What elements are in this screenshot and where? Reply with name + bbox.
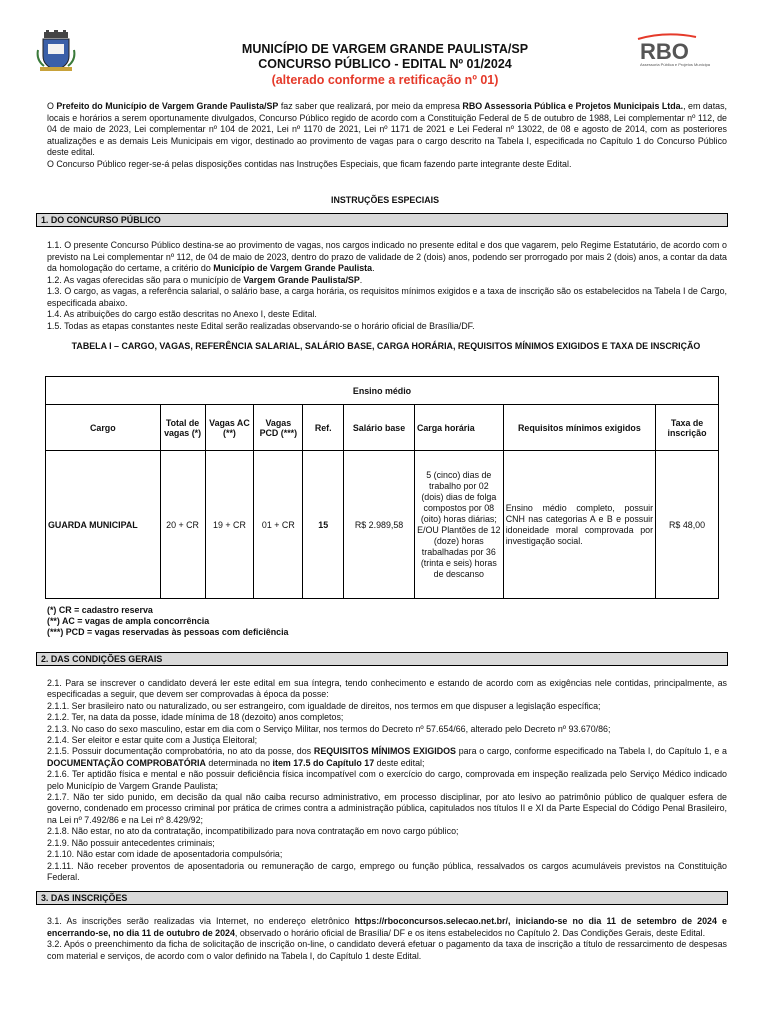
table-1-title: TABELA I – CARGO, VAGAS, REFERÊNCIA SALARIAL, SALÁRIO BASE, CARGA HORÁRIA, REQUISITOS MÍNIMOS EXIGIDOS E TAXA DE INSCRIÇÃO	[71, 341, 701, 351]
section-1-title: 1. DO CONCURSO PÚBLICO	[36, 213, 728, 227]
col-total: Total de vagas (*)	[160, 405, 205, 451]
header-rectification: (alterado conforme a retificação nº 01)	[271, 73, 499, 87]
col-cargo: Cargo	[46, 405, 161, 451]
note-ac: (**) AC = vagas de ampla concorrência	[47, 616, 210, 626]
header-municipality: MUNICÍPIO DE VARGEM GRANDE PAULISTA/SP	[241, 42, 529, 56]
section-3-body: 3.1. As inscrições serão realizadas via Internet, no endereço eletrônico https://rboconcursos.selecao.net.br/, iniciando-se no dia 11 de setembro de 2024 e encerrando-se, no dia 11 de outubro de 2024, observado o horário oficial de Brasília/ DF e os itens estabelecidos no Capítulo 2. Das Condições Gerais, deste Edital. 3.2. Após o preenchimento da ficha de solicitação de inscrição on-line, o candidato deverá efetuar o pagamento da taxa de inscrição a título de ressarcimento de despesas com material e serviços, de acordo com o valor definido na Tabela I, do Capítulo 1 deste Edital.	[47, 916, 727, 961]
cell-carga: 5 (cinco) dias de trabalho por 02 (dois) dias de folga compostos por 08 (oito) horas diárias; E/OU Plantões de 12 (doze) horas trabalhadas por 36 (trinta e seis) horas de descanso	[414, 451, 503, 599]
col-salario: Salário base	[344, 405, 415, 451]
intro-paragraph: O Prefeito do Município de Vargem Grande Paulista/SP faz saber que realizará, por meio da empresa RBO Assessoria Pública e Projetos Municipais Ltda., em datas, locais e horários a serem oportunamente divulgados, Concurso Público regido de acordo com a Constituição Federal de 5 de outubro de 1988, Lei complementar nº 112, de 04 de maio de 2023, Lei complementar nº 104 de 2021, Lei nº 1170 de 2021, Lei nº 1171 de 2021 e Lei Federal nº 13022, de 08 e agosto de 2014, com as posteriores atualizações e as demais Leis Municipais em vigor, destinado ao provimento de vagas para o cargo descrito na Tabela I, especificada no Capítulo 1 do Concurso Público deste edital. O Concurso Público reger-se-á pelas disposições contidas nas Instruções Especiais, que ficam fazendo parte integrante deste Edital.	[47, 101, 727, 169]
instrucoes-title: INSTRUÇÕES ESPECIAIS	[331, 195, 439, 205]
table-row	[46, 451, 719, 599]
svg-text:RBO: RBO	[640, 39, 689, 64]
cell-salario: R$ 2.989,58	[344, 451, 415, 599]
cell-ac: 19 + CR	[205, 451, 254, 599]
col-ref: Ref.	[303, 405, 344, 451]
col-requisitos: Requisitos mínimos exigidos	[503, 405, 655, 451]
note-cr: (*) CR = cadastro reserva	[47, 605, 153, 615]
col-ac: Vagas AC (**)	[205, 405, 254, 451]
col-carga: Carga horária	[414, 405, 503, 451]
cell-requisitos: Ensino médio completo, possuir CNH nas categorias A e B e possuir idoneidade moral comprovada por investigação social.	[503, 451, 655, 599]
section-2-title: 2. DAS CONDIÇÕES GERAIS	[36, 652, 728, 666]
note-pcd: (***) PCD = vagas reservadas às pessoas com deficiência	[47, 627, 289, 637]
table-group-header: Ensino médio	[46, 377, 719, 405]
col-taxa: Taxa de inscrição	[656, 405, 719, 451]
cell-taxa: R$ 48,00	[656, 451, 719, 599]
col-pcd: Vagas PCD (***)	[254, 405, 303, 451]
header-edital: CONCURSO PÚBLICO - EDITAL Nº 01/2024	[258, 57, 512, 71]
cell-cargo: GUARDA MUNICIPAL	[46, 451, 161, 599]
table-1-notes	[47, 605, 288, 638]
section-2-body: 2.1. Para se inscrever o candidato deverá ler este edital em sua íntegra, tendo conhecimento e estando de acordo com as exigências nele contidas, principalmente, as especificadas a seguir, que devem ser comprovadas à época da posse: 2.1.1. Ser brasileiro nato ou naturalizado, ou ser estrangeiro, com igualdade de direitos, nos termos em que dispuser a legislação específica; 2.1.2. Ter, na data da posse, idade mínima de 18 (dezoito) anos completos; 2.1.3. No caso do sexo masculino, estar em dia com o Serviço Militar, nos termos do Decreto nº 57.654/66, alterado pelo Decreto nº 93.670/86; 2.1.4. Ser eleitor e estar quite com a Justiça Eleitoral; 2.1.5. Possuir documentação comprobatória, no ato da posse, dos REQUISITOS MÍNIMOS EXIGIDOS para o cargo, conforme especificado na Tabela I, do Capítulo 1, e a DOCUMENTAÇÃO COMPROBATÓRIA determinada no item 17.5 do Capítulo 17 deste edital; 2.1.6. Ter aptidão física e mental e não possuir deficiência física incompatível com o exercício do cargo, comprovada em inspeção realizada pelo Serviço Médico indicado pelo Município de Vargem Grande Paulista; 2.1.7. Não ter sido punido, em decisão da qual não caiba recurso administrativo, em processo disciplinar, por ato lesivo ao patrimônio público de qualquer esfera de governo, condenado em processo criminal por prática de crimes contra a administração pública, capitulados nos títulos II e XI da Parte Especial do Código Penal Brasileiro, na Lei nº 7.492/86 e na Lei nº 8.429/92; 2.1.8. Não estar, no ato da contratação, incompatibilizado para nova contratação em novo cargo público; 2.1.9. Não possuir antecedentes criminais; 2.1.10. Não estar com idade de aposentadoria compulsória; 2.1.11. Não receber proventos de aposentadoria ou remuneração de cargo, emprego ou função pública, ressalvados os cargos acumuláveis previstos na Constituição Federal.	[47, 678, 727, 882]
cell-ref: 15	[303, 451, 344, 599]
section-3-title: 3. DAS INSCRIÇÕES	[36, 891, 728, 905]
table-1	[45, 376, 719, 599]
cell-pcd: 01 + CR	[254, 451, 303, 599]
cell-total: 20 + CR	[160, 451, 205, 599]
section-1-body: 1.1. O presente Concurso Público destina-se ao provimento de vagas, nos cargos indicado no presente edital e dos que vagarem, pelo Regime Estatutário, de acordo com o previsto na Lei complementar nº 112, de 04 de maio de 2023, dentro do prazo de validade de 2 (dois) anos, podendo ser prorrogado por mais 2 (dois) anos, a contar da data da homologação do certame, a critério do Município de Vargem Grande Paulista. 1.2. As vagas oferecidas são para o município de Vargem Grande Paulista/SP. 1.3. O cargo, as vagas, a referência salarial, o salário base, a carga horária, os requisitos mínimos exigidos e a taxa de inscrição são os estabelecidos na Tabela I de Cargo, especificada abaixo. 1.4. As atribuições do cargo estão descritas no Anexo I, deste Edital. 1.5. Todas as etapas constantes neste Edital serão realizadas observando-se o horário oficial de Brasília/DF.	[47, 240, 727, 331]
svg-text:Assessoria Pública e Projetos: Assessoria Pública e Projetos Municipais	[640, 62, 710, 67]
